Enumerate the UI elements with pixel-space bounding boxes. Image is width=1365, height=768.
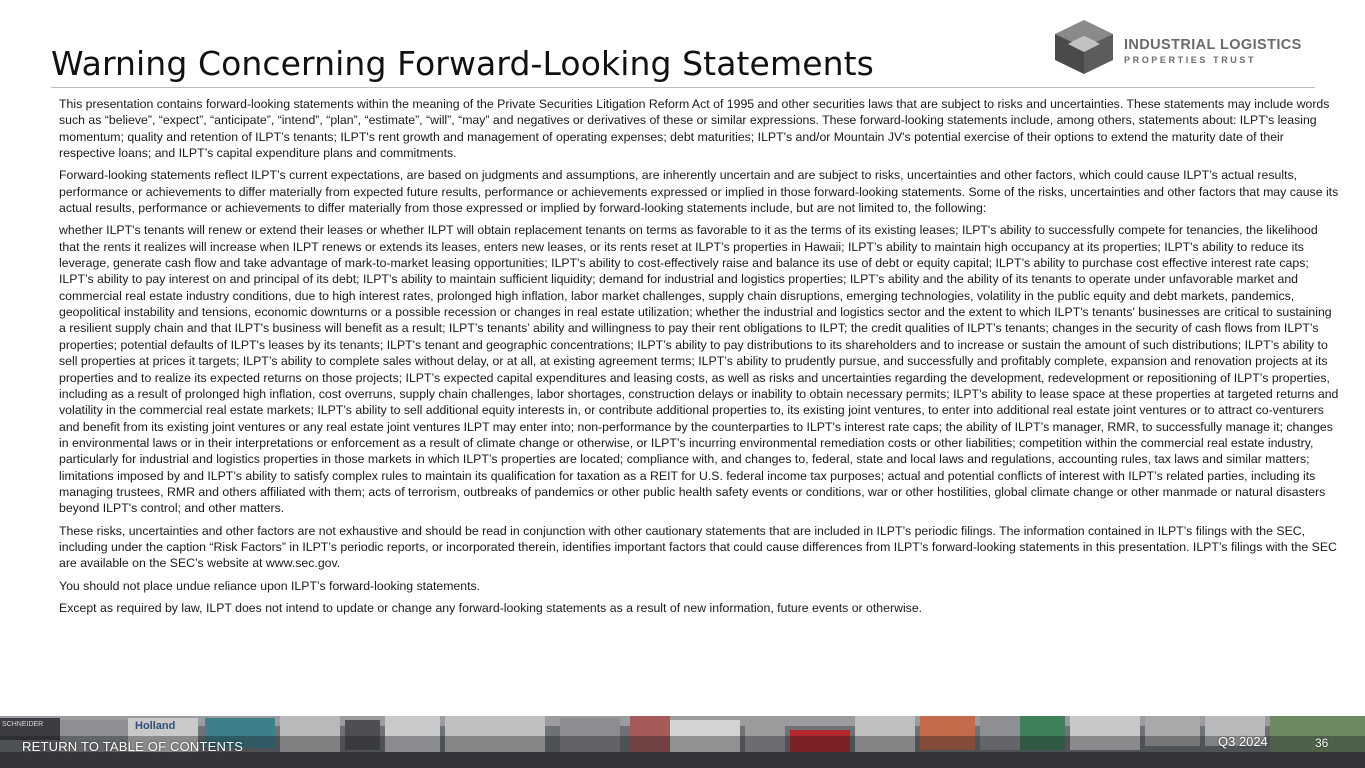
- paragraph-expectations: Forward-looking statements reflect ILPT’s current expectations, are based on judgments and assumptions, are inherently uncertain and are subject to risks, uncertainties and other factors, which could cause ILPT’s actual results, performance or achievements to differ materially from expected future results, performance or achievements expressed or implied in those forward-looking statements. Some of the risks, uncertainties and other factors that may cause its actual results, performance or achievements to differ materially from those expressed or implied by forward-looking statements include, but are not limited to, the following:: [59, 168, 1339, 216]
- paragraph-no-update: Except as required by law, ILPT does not intend to update or change any forward-looking statements as a result of new information, future events or otherwise.: [59, 600, 923, 615]
- title-divider: [51, 87, 1315, 88]
- report-period: Q3 2024: [1218, 734, 1268, 749]
- truck-label-schneider: SCHNEIDER: [2, 721, 44, 728]
- logo-name: INDUSTRIAL LOGISTICS: [1124, 37, 1302, 53]
- paragraph-not-exhaustive: These risks, uncertainties and other factors are not exhaustive and should be read in conjunction with other cautionary statements that are included in ILPT’s periodic filings. The information contained in ILPT’s filings with the SEC, including under the caption “Risk Factors” in ILPT’s periodic reports, or incorporated therein, identifies important factors that could cause differences from ILPT’s forward-looking statements in this presentation. ILPT’s filings with the SEC are available on the SEC’s website at www.sec.gov.: [59, 523, 1337, 571]
- paragraph-risk-factors: whether ILPT's tenants will renew or extend their leases or whether ILPT will obtain replacement tenants on terms as favorable to it as the terms of its existing leases; ILPT's ability to successfully compete for tenancies, the likelihood that the rents it realizes will increase when ILPT renews or extends its leases, enters new leases, or its rents reset at ILPT’s properties in Hawaii; ILPT’s ability to maintain high occupancy at its properties; ILPT's ability to reduce its leverage, generate cash flow and take advantage of mark-to-market leasing opportunities; ILPT's ability to cost-effectively raise and balance its use of debt or equity capital; ILPT’s ability to purchase cost effective interest rate caps; ILPT’s ability to pay interest on and principal of its debt; ILPT’s ability to maintain sufficient liquidity; demand for industrial and logistics properties; ILPT’s ability and the ability of its tenants to operate under unfavorable market and commercial real estate industry conditions, due to high interest rates, prolonged high inflation, labor market challenges, supply chain disruptions, emerging technologies, volatility in the public equity and debt markets, pandemics, geopolitical instability and tensions, economic downturns or a possible recession or changes in real estate utilization; whether the industrial and logistics sector and the extent to which ILPT's tenants' businesses are critical to sustaining a resilient supply chain and that ILPT's business will benefit as a result; ILPT’s tenants’ ability and willingness to pay their rent obligations to ILPT; the credit qualities of ILPT’s tenants; changes in the security of cash flows from ILPT’s properties; potential defaults of ILPT's leases by its tenants; ILPT's tenant and geographic concentrations; ILPT’s ability to pay distributions to its shareholders and to increase or sustain the amount of such distributions; ILPT’s ability to sell properties at prices it targets; ILPT’s ability to complete sales without delay, or at all, at existing agreement terms; ILPT’s ability to prudently pursue, and successfully and profitably complete, expansion and renovation projects at its properties and to realize its expected returns on those projects; ILPT’s expected capital expenditures and leasing costs, as well as risks and uncertainties regarding the development, redevelopment or repositioning of ILPT’s properties, including as a result of prolonged high inflation, cost overruns, supply chain challenges, labor shortages, construction delays or inability to obtain necessary permits; ILPT’s ability to lease space at these properties at targeted returns and volatility in the commercial real estate markets; ILPT’s ability to sell additional equity interests in, or contribute additional properties to, its existing joint ventures, to enter into additional real estate joint ventures or to attract co-venturers and benefit from its existing joint ventures or any real estate joint ventures ILPT may enter into; non-performance by the counterparties to ILPT's interest rate caps; the ability of ILPT’s manager, RMR, to successfully manage it; changes in environmental laws or in their interpretations or enforcement as a result of climate change or otherwise, or ILPT’s incurring environmental remediation costs or other liabilities; competition within the commercial real estate industry, particularly for industrial and logistics properties in those markets in which ILPT’s properties are located; compliance with, and changes to, federal, state and local laws and regulations, accounting rules, tax laws and similar matters; limitations imposed by and ILPT’s ability to satisfy complex rules to maintain its qualification for taxation as a REIT for U.S. federal income tax purposes; actual and potential conflicts of interest with ILPT’s related parties, including its managing trustees, RMR and others affiliated with them; acts of terrorism, outbreaks of pandemics or other public health safety events or conditions, war or other hostilities, global climate change or other manmade or natural disasters beyond ILPT's control; and other matters.: [59, 223, 1339, 516]
- disclaimer-body: [59, 96, 1339, 622]
- return-to-toc-link[interactable]: RETURN TO TABLE OF CONTENTS: [22, 739, 244, 754]
- cube-logo-icon: [1055, 20, 1113, 74]
- paragraph-undue-reliance: You should not place undue reliance upon ILPT’s forward-looking statements.: [59, 578, 481, 593]
- truck-label-holland: Holland: [135, 720, 176, 732]
- company-logo: [1055, 20, 1325, 74]
- paragraph-intro: This presentation contains forward-looking statements within the meaning of the Private Securities Litigation Reform Act of 1995 and other securities laws that are subject to risks and uncertainties. These statements may include words such as “believe”, “expect”, “anticipate”, “intend”, “plan”, “estimate”, “will”, “may” and negatives or derivatives of these or similar expressions. These forward-looking statements include, among others, statements about: ILPT's leasing momentum; quality and retention of ILPT’s tenants; ILPT's rent growth and management of operating expenses; debt maturities; ILPT's and/or Mountain JV's potential exercise of their options to extend the maturity date of their respective loans; and ILPT’s capital expenditure plans and commitments.: [59, 97, 1330, 161]
- page-number: 36: [1315, 736, 1329, 750]
- page-title: Warning Concerning Forward-Looking Statements: [51, 44, 874, 83]
- logo-subtitle: PROPERTIES TRUST: [1124, 55, 1257, 65]
